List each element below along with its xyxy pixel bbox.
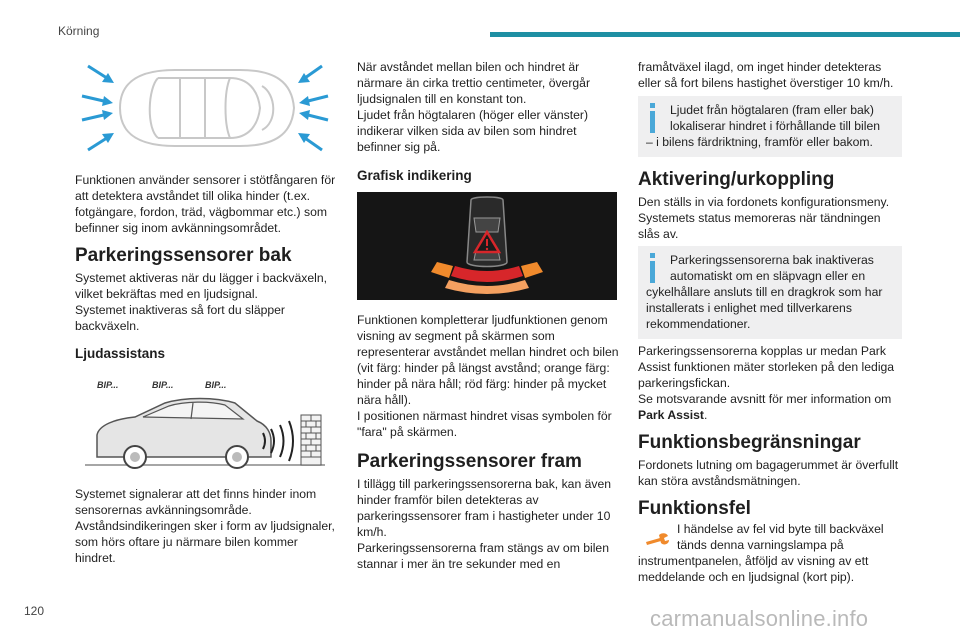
limitations-heading: Funktionsbegränsningar: [638, 432, 861, 453]
intro-paragraph: Funktionen använder sensorer i stötfångaren för att detektera avståndet till olika hinder (t.ex. fotgängare, fordon, träd, vägbommar etc.) som befinner sig inom avkänningsområdet.: [75, 173, 336, 235]
audio-assist-text-1: Systemet signalerar att det finns hinder inom sensorernas avkänningsområde.: [75, 487, 317, 517]
rear-sensors-heading: Parkeringssensorer bak: [75, 245, 292, 266]
watermark: carmanualsonline.info: [650, 606, 869, 631]
header-accent-bar: [490, 32, 960, 37]
park-assist-reference-text: Se motsvarande avsnitt för mer information om: [638, 392, 892, 406]
audio-assist-text-2: Avståndsindikeringen sker i form av ljudsignaler, som hörs oftare ju närmare bilen kommer hindret.: [75, 519, 335, 565]
front-sensors-text-2: Parkeringssensorerna fram stängs av om bilen stannar i mer än tre sekunder med en: [357, 541, 609, 571]
wrench-warning-icon: [640, 526, 674, 554]
audio-assist-heading: Ljudassistans: [75, 346, 166, 361]
note-text-line-2: cykelhållare ansluts till en dragkrok som har installerats i enlighet med tillverkarens rekommendationer.: [646, 285, 883, 331]
park-assist-period: .: [703, 408, 708, 422]
trailer-deactivation-note: [638, 246, 902, 339]
malfunction-text: instrumentpanelen, åtföljd av visning av ett meddelande och en ljudsignal (kort pip).: [638, 554, 869, 584]
header-section-title: Körning: [58, 24, 100, 38]
activation-heading: Aktivering/urkoppling: [638, 169, 835, 190]
bip-label: BIP...: [205, 380, 227, 390]
activation-text: Den ställs in via fordonets konfigurationsmeny. Systemets status memoreras när tändningen slås av.: [638, 195, 890, 241]
speaker-location-note: [638, 96, 902, 157]
note-text-line-2: – i bilens färdriktning, framför eller bakom.: [646, 135, 873, 149]
malfunction-heading: Funktionsfel: [638, 498, 751, 519]
note-text-line-1: Ljudet från högtalaren (fram eller bak) lokaliserar hindret i förhållande till bilen: [670, 103, 881, 133]
park-assist-text-1: Parkeringssensorerna kopplas ur medan Park Assist funktionen mäter storleken på den lediga parkeringsfickan.: [638, 344, 895, 390]
limitations-text: Fordonets lutning om bagagerummet är överfullt kan störa avståndsmätningen.: [638, 458, 899, 488]
graphic-indication-text-1: Funktionen kompletterar ljudfunktionen genom visning av segment på skärmen som representerar avståndet mellan hindret och bilen (vit färg: hinder på längst avstånd; orange färg: hinder på nära håll; röd färg: hinder på mycket nära håll).: [357, 313, 619, 407]
page-number: 120: [24, 604, 45, 618]
rear-sensors-text-1: Systemet aktiveras när du lägger i backväxeln, vilket bekräftas med en ljudsignal.: [75, 271, 327, 301]
parking-display-screen: [357, 192, 617, 300]
graphic-indication-text-2: I positionen närmast hindret visas symbolen för "fara" på skärmen.: [357, 409, 612, 439]
bip-label: BIP...: [152, 380, 174, 390]
front-sensors-text-1: I tillägg till parkeringssensorerna bak, kan även hinder framför bilen detekteras av parkeringssensorer fram i hastigheter under 10 km/h.: [357, 477, 612, 539]
bip-label: BIP...: [97, 380, 119, 390]
car-side-view-audio-illustration: [85, 395, 330, 470]
car-top-view-sensors-illustration: [80, 58, 330, 158]
speaker-side-text: Ljudet från högtalaren (höger eller vänster) indikerar vilken sida av bilen som hindret befinner sig på.: [357, 108, 589, 154]
park-assist-text-2: [638, 391, 902, 423]
info-note-icon: [646, 103, 660, 133]
note-text-line-1: Parkeringssensorerna bak inaktiveras automatiskt om en släpvagn eller en: [670, 253, 874, 283]
front-sensors-continued-text: framåtväxel ilagd, om inget hinder detekteras eller så fort bilens hastighet överstiger 10 km/h.: [638, 60, 894, 90]
graphic-indication-heading: Grafisk indikering: [357, 168, 472, 183]
rear-sensors-text-2: Systemet inaktiveras så fort du släpper backväxeln.: [75, 303, 285, 333]
malfunction-text-indented: I händelse av fel vid byte till backväxel tänds denna varningslampa på: [677, 522, 884, 552]
park-assist-link[interactable]: Park Assist: [638, 408, 704, 422]
front-sensors-heading: Parkeringssensorer fram: [357, 451, 582, 472]
distance-tone-text: När avståndet mellan bilen och hindret är närmare än cirka trettio centimeter, övergår ljudsignalen till en konstant ton.: [357, 60, 591, 106]
info-note-icon: [646, 253, 660, 283]
